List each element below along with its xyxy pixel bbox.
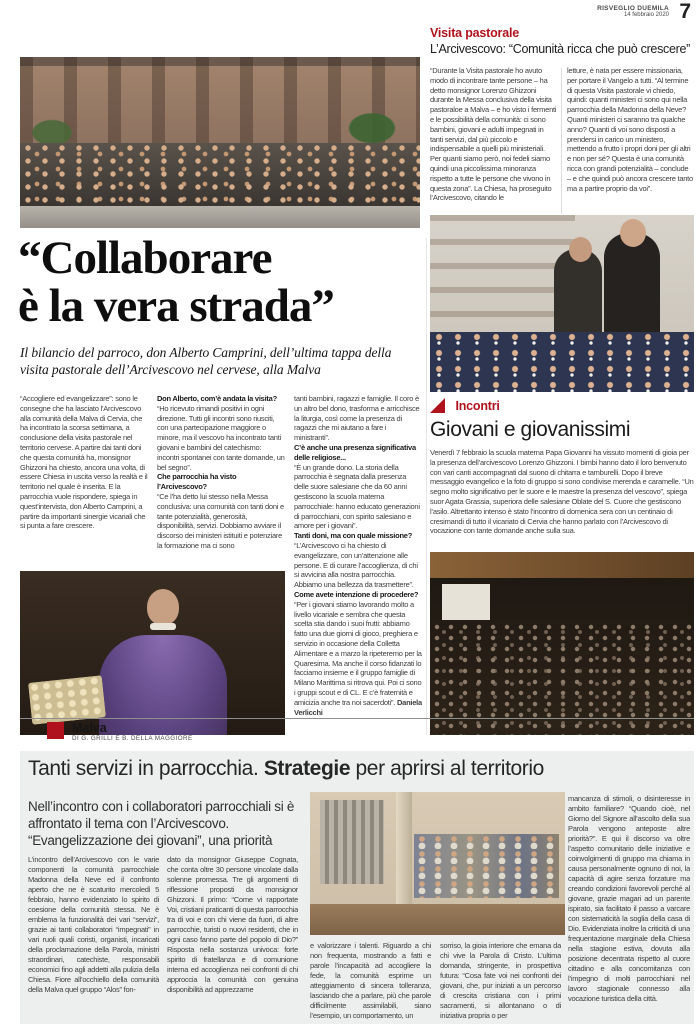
community-group-photo bbox=[20, 57, 420, 228]
incontri-kicker-row bbox=[430, 398, 500, 418]
photo-ceiling bbox=[430, 552, 694, 578]
answer-text: “Per i giovani stiamo lavorando molto a livello vicariale e sembra che questa scelta stia dando i suoi frutti: abbiamo fatto una due giorni di gioco, preghiera e servizio in occasione della Colletta Alimentare e a marzo la ripeteremo per la Quaresima. Ma anche il corso fidanzati lo facciamo insieme e il gruppo famiglie di Milano Marittima si ritrova qui. Poi ci sono i gruppi scout e di CL. E c’è fraternità e amicizia anche tra noi sacerdoti”. bbox=[294, 599, 422, 707]
photo-priest-collar bbox=[150, 623, 176, 630]
malva-column-1: L’incontro dell’Arcivescovo con le varie componenti la comunità parrocchiale Madonna della Neve ed il confronto aperto che ne è scaturito mercoledì 5 febbraio, hanno evidenziato lo spirito di coesione della comunità stessa. Ne è emblema la funzionalità dei vari “servizi”, grazie ai tanti collaboratori “impegnati” in vari ruoli quali coristi, organisti, incaricati della proclamazione della Parola, ministri straordinari, catechiste, responsabili economici fino agli addetti alla pulizia della Chiesa. Fiore all’occhiello della comunità della Malva quel gruppo “Alos” fon- bbox=[28, 855, 159, 994]
photo-crowd bbox=[20, 143, 420, 208]
malva-header bbox=[47, 722, 193, 743]
malva-headline-post: per aprirsi al territorio bbox=[350, 757, 544, 780]
interview-answer: tanti bambini, ragazzi e famiglie. Il coro è un altro bel dono, trasforma e arricchisce la liturgia, così come la presenza di ragazzi che mi aiutano a fare i ministranti”. bbox=[294, 394, 420, 443]
malva-lead: Nell’incontro con i collaboratori parrocchiali si è affrontato il tema con l’Arcivescovo. “Evangelizzazione dei giovani”, una priorità bbox=[28, 799, 295, 848]
incontri-body: Venerdì 7 febbraio la scuola materna Papa Giovanni ha vissuto momenti di gioia per la presenza dell’arcivescovo Lorenzo Ghizzoni. I bimbi hanno dato il loro benvenuto con vari canti accompagnati dal suono di chitarra e tamburelli. Dopo il breve messaggio evangelico e la foto di gruppo si sono condivise merenda e caramelle. “Un segno molto significativo per le suore e le maestre la presenza del vescovo”, spiega suor Agata Grassia, superiora delle salesiane Oblate del S. Cuore che gestiscono l’asilo. Altrettanto intenso è stato l’incontro di domenica sera con un centinaio di cresimandi di tutto il vicariato di Cervia che hanno parlato con l’Arcivescovo di vocazione con tante domande anche sulla sua. bbox=[430, 448, 694, 536]
malva-headline-pre: Tanti servizi in parrocchia. bbox=[28, 757, 264, 780]
archbishop-children-photo bbox=[430, 215, 694, 392]
malva-column-5: mancanza di stimoli, o disinteresse in ambito familiare? “Quando cioè, nel Giorno del Signore all’ascolto della sua Parola vengono anteposte altre priorità?”. E qui il discorso va oltre l’aspetto comunitario delle iniziative e coinvolgimenti di gruppo ma chiama in causa personalmente ognuno di noi, la capacità di agire senza forzature ma creando condizioni favorevoli perché al giovane, grazie magari ad un parente ispirato, sia facilitato il passo a varcare con sistematicità la soglia della casa di Dio. Evidenziata inoltre la criticità di una frequentazione marginale della Chiesa nella stagione estiva, dovuta alla posizione decentrata rispetto al cuore cittadino e alla concomitanza con l’impegno di molti parrocchiani nel lavoro stagionale connesso alla vocazione turistica della città. bbox=[568, 794, 690, 1003]
visita-headline: L’Arcivescovo: “Comunità ricca che può crescere” bbox=[430, 42, 691, 56]
interview-answer: “Ho ricevuto rimandi positivi in ogni direzione. Tutti gli incontri sono riusciti, con una partecipazione maggiore o minore, ma il vescovo ha incontrato tanti giovani e bambini del catechismo: incontri spontanei con tante domande, un bel segno”. bbox=[157, 403, 285, 472]
malva-headline bbox=[28, 757, 544, 781]
visita-column-1: “Durante la Visita pastorale ho avuto modo di incontrare tante persone – ha detto monsignor Lorenzo Ghizzoni durante la Messa conclusiva della visita pastoraloe a Malva – e ho visto i fermenti e le possibilità della comunità: ci sono bambini, giovani e adulti impegnati in tanti servizi, dal più piccolo e indispensabile a quelli più ministeriali. Per quanti siamo però, noi fedeli siamo quindi una piccolissima minoranza rispetto a tutte le persone che vivono in questa zona”. La Chiesa, ha proseguito l’Arcivescovo, citando le bbox=[430, 66, 557, 203]
interview-question: C’è anche una presenza significativa delle religiose... bbox=[294, 442, 416, 462]
assembly-photo bbox=[430, 552, 694, 735]
interview-question: Che parrocchia ha visto l’Arcivescovo? bbox=[157, 472, 237, 492]
page-number: 7 bbox=[679, 0, 691, 23]
interview-question: Don Alberto, com’è andata la visita? bbox=[157, 394, 277, 403]
main-column-2 bbox=[157, 394, 285, 566]
interview-answer: “L’Arcivescovo ci ha chiesto di evangelizzare, con un’attenzione alle persone. E di curare l’accoglienza, di chi si avvicina alla nostra parrocchia. Abbiamo una bellezza da trasmettere”. bbox=[294, 540, 418, 590]
malva-column-3: e valorizzare i talenti. Riguardo a chi non frequenta, mostrando a fatti e parole l’incapacità ad accogliere la fede, la comunità esprime un atteggiamento di sincera tolleranza, lasciando che a parlare, più che parole difficilmente assimilabili, siano l’esempio, un comportamento, un bbox=[310, 941, 431, 1019]
malva-headline-bold: Strategie bbox=[263, 757, 351, 780]
interview-answer: “È un grande dono. La storia della parrocchia è segnata dalla presenza delle suore salesiane che da 60 anni gestiscono la scuola materna parrocchiale: hanno educato generazioni di parrocchiani, con spirito salesiano e amore per i giovani”. bbox=[294, 462, 420, 531]
photo-priest-head bbox=[569, 237, 592, 262]
photo-screen bbox=[442, 584, 490, 620]
visita-kicker: Visita pastorale bbox=[430, 26, 519, 40]
main-column-3 bbox=[294, 394, 422, 735]
main-headline bbox=[18, 234, 428, 330]
malva-section bbox=[20, 751, 694, 1024]
interview-answer bbox=[294, 600, 422, 718]
priest-photo bbox=[20, 571, 285, 735]
malva-byline: DI G. GRILLI E B. DELLA MAGGIORE bbox=[72, 735, 193, 742]
interview-answer: “Ce l’ha detto lui stesso nella Messa conclusiva: una comunità con tanti doni e tante potenzialità, generosità, disponibilità, servizi. Dobbiamo avviare il discorso dei ministeri istituiti e potenziare la formazione ma ci sono bbox=[157, 491, 284, 550]
photo-floor bbox=[20, 206, 420, 228]
main-subtitle: Il bilancio del parroco, don Alberto Camprini, dell’ultima tappa della visita pastorale dell’Arcivescovo nel cervese, alla Malva bbox=[20, 345, 392, 377]
photo-organ-pipes bbox=[320, 800, 384, 884]
photo-building-backdrop bbox=[20, 57, 420, 146]
malva-column-4: sorriso, la gioia interiore che emana da chi vive la Parola di Cristo. L’ultima domanda, stringente, in prospettiva futura: “Cosa fate voi nei confronti dei giovani, che, pur iniziati a un percorso di crescita cristiana con i primi sacramenti, si allontanano o di iniziativa propria o per bbox=[440, 941, 561, 1019]
red-square-icon bbox=[47, 722, 64, 739]
section-rule bbox=[20, 718, 694, 719]
masthead bbox=[597, 5, 669, 19]
masthead-title: RISVEGLIO DUEMILA bbox=[597, 5, 669, 12]
photo-floor bbox=[310, 904, 565, 935]
interview-question: Come avete intenzione di procedere? bbox=[294, 589, 419, 599]
photo-archbishop-head bbox=[620, 219, 646, 247]
section-divider bbox=[426, 238, 427, 735]
masthead-date: 14 febbraio 2020 bbox=[623, 12, 669, 18]
malva-column-2: dato da monsignor Giuseppe Cognata, che conta oltre 30 persone vincolate dalla solenne promessa. Tre gli argomenti di riflessione proposti da monsignor Ghizzoni. Il primo: “Come vi rapportate Voi, cristiani praticanti di questa parrocchia tra di voi e con chi viene da fuori, di altre parrocchie, turisti o nuovi residenti, che in ogni caso fanno parte del popolo di Dio?” Risposta nella sostanza univoca: forte spirito di fratellanza e di comunione interna ed accoglienza nei confronti di chi approccia la comunità con genuina disponibilità ad apprezzarne bbox=[167, 855, 298, 994]
visita-column-2: letture, è nata per essere missionaria, per portare il Vangelo a tutti. “Al termine di questa Visita pastorale vi chiedo, quindi: quanti ministeri ci sono qui nella parrocchia della Madonna della Neve? Quanti ministeri ci saranno tra qualche anno? Quanti di voi sono disposti a prendersi in carico un ministero, mettendo a frutto i propri doni per gli altri e non per sé? Questa è una comunità ricca con grandi potenzialità – conclude – e che quindi può ancora crescere tanto ma a partire proprio da voi”. bbox=[567, 66, 693, 193]
main-headline-line2: è la vera strada” bbox=[18, 280, 334, 332]
parish-collaborators-photo bbox=[310, 792, 565, 935]
photo-choir-group bbox=[414, 834, 559, 898]
incontri-headline: Giovani e giovanissimi bbox=[430, 418, 631, 441]
main-headline-line1: “Collaborare bbox=[18, 232, 272, 284]
incontri-kicker: Incontri bbox=[455, 399, 500, 413]
malva-label: Malva bbox=[72, 721, 107, 735]
main-column-1: “Accogliere ed evangelizzare”: sono le consegne che ha lasciato l’Arcivescovo alla comunità della Malva di Cervia, che ha incontrato la scorsa settimana, a conclusione della visita pastorale nel territorio cervese. A partire dai tanti doni che questa comunità ha, monsignor Ghizzoni ha chiesto, ancora una volta, di essere Chiesa in uscita verso la realtà e il territorio nel quale è inserita. E la parrocchia vuole rispondere, spiega in quest’intervista, don Alberto Camprini, a partire da importanti sinergie vicariali che si punta a fare crescere. bbox=[20, 394, 148, 531]
photo-priest-vestment bbox=[99, 635, 227, 735]
author-signature: Daniela Verlicchi bbox=[294, 697, 422, 717]
photo-children-row bbox=[430, 332, 694, 392]
interview-question: Tanti doni, ma con quale missione? bbox=[294, 531, 413, 541]
red-triangle-icon bbox=[430, 398, 445, 413]
column-divider bbox=[561, 68, 562, 214]
photo-priest-head bbox=[147, 589, 179, 625]
